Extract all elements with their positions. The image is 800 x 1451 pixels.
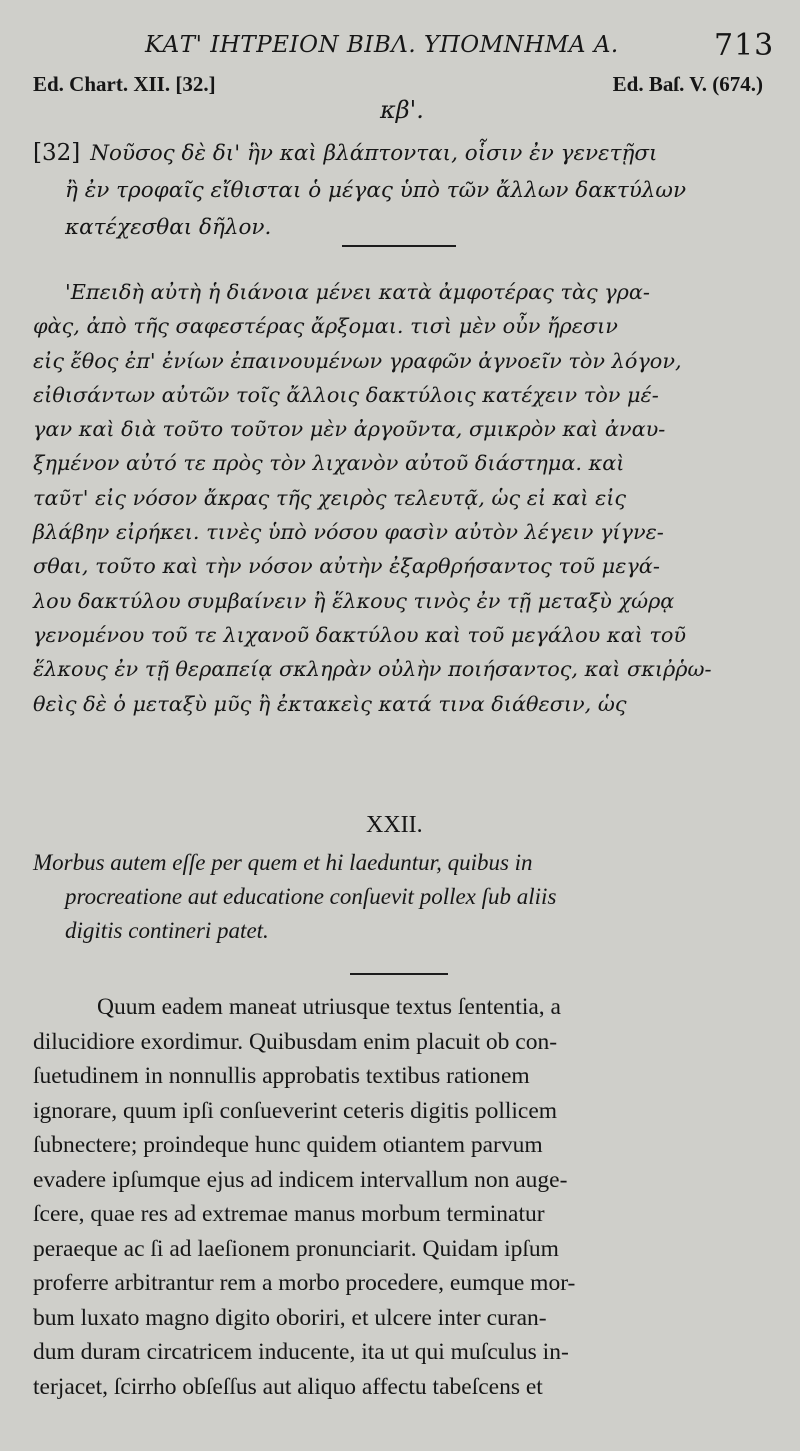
latin-section-number: XXII. [366, 812, 423, 838]
greek-commentary-line: λου δακτύλου συμβαίνειν ἢ ἕλκους τινὸς ἐν τῇ μεταξὺ χώρᾳ [33, 588, 675, 613]
latin-commentary-line: ſcere, quae res ad extremae manus morbum terminatur [33, 1201, 545, 1227]
greek-commentary-line: εἰς ἔθος ἐπ' ἐνίων ἐπαινουμένων γραφῶν ἀγνοεῖν τὸν λόγον, [33, 348, 682, 373]
latin-commentary-line: dilucidiore exordimur. Quibusdam enim placuit ob con- [33, 1028, 558, 1055]
latin-commentary-line: ignorare, quum ipſi conſueverint ceteris digitis pollicem [33, 1097, 558, 1124]
running-head-title: ΚΑΤ' ΙΗΤΡΕΙΟΝ ΒΙΒΛ. ΥΠΟΜΝΗΜΑ Α. [145, 32, 619, 58]
latin-commentary-line: terjacet, ſcirrho obſeſſus aut aliquo affectu tabeſcens et [33, 1373, 543, 1400]
edition-reference-left: Ed. Chart. XII. [32.] [33, 72, 216, 96]
latin-lemma-line: procreatione aut educatione conſuevit pollex ſub aliis [65, 884, 557, 909]
greek-commentary-line: γαν καὶ διὰ τοῦτο τοῦτον μὲν ἀργοῦντα, σμικρὸν καὶ ἀναυ- [33, 417, 666, 442]
latin-lemma-line: Morbus autem eſſe per quem et hi laeduntur, quibus in [33, 850, 533, 875]
greek-lemma-line: ἢ ἐν τροφαῖς εἴθισται ὁ μέγας ὑπὸ τῶν ἄλλων δακτύλων [65, 178, 687, 203]
greek-commentary-line: γενομένου τοῦ τε λιχανοῦ δακτύλου καὶ τοῦ μεγάλου καὶ τοῦ [33, 622, 687, 647]
greek-section-number: κβ'. [380, 96, 424, 124]
latin-commentary-line: peraeque ac ſi ad laeſionem pronunciarit. Quidam ipſum [33, 1235, 559, 1262]
edition-reference-right: Ed. Baſ. V. (674.) [612, 72, 763, 96]
divider-rule [350, 973, 448, 975]
latin-commentary-line: proferre arbitrantur rem a morbo procedere, eumque mor- [33, 1270, 576, 1296]
latin-commentary-line: ſuetudinem in nonnullis approbatis textibus rationem [33, 1063, 530, 1089]
page-number: 713 [714, 28, 775, 63]
latin-commentary-line: ſubnectere; proindeque hunc quidem otiantem parvum [33, 1132, 543, 1158]
greek-commentary-line: βλάβην εἰρήκει. τινὲς ὑπὸ νόσου φασὶν αὐτὸν λέγειν γίγνε- [33, 520, 664, 545]
latin-commentary-line: bum luxato magno digito oboriri, et ulcere inter curan- [33, 1304, 547, 1331]
section-marker: [32] [33, 140, 81, 166]
greek-commentary-line: ταῦτ' εἰς νόσον ἄκρας τῆς χειρὸς τελευτᾷ, ὡς εἰ καὶ εἰς [33, 485, 627, 510]
greek-commentary-line: ἕλκους ἐν τῇ θεραπείᾳ σκληρὰν οὐλὴν ποιήσαντος, καὶ σκιῤῥω- [33, 657, 712, 682]
greek-lemma-line: κατέχεσθαι δῆλον. [65, 215, 272, 240]
latin-commentary-line: Quum eadem maneat utriusque textus ſententia, a [97, 994, 561, 1020]
latin-commentary-line: evadere ipſumque ejus ad indicem intervallum non auge- [33, 1166, 568, 1193]
greek-commentary-line: θεὶς δὲ ὁ μεταξὺ μῦς ἢ ἐκτακεὶς κατά τινα διάθεσιν, ὡς [33, 691, 627, 716]
greek-commentary-line: 'Επειδὴ αὐτὴ ἡ διάνοια μένει κατὰ ἀμφοτέρας τὰς γρα- [65, 280, 650, 304]
divider-rule [342, 245, 456, 247]
greek-commentary-line: εἰθισάντων αὐτῶν τοῖς ἄλλοις δακτύλοις κατέχειν τὸν μέ- [33, 382, 659, 407]
greek-commentary-line: σθαι, τοῦτο καὶ τὴν νόσον αὐτὴν ἐξαρθρήσαντος τοῦ μεγά- [33, 554, 660, 579]
greek-commentary-line: ξημένον αὐτό τε πρὸς τὸν λιχανὸν αὐτοῦ διάστημα. καὶ [33, 451, 625, 476]
latin-commentary-line: dum duram circatricem inducente, ita ut qui muſculus in- [33, 1339, 569, 1365]
greek-lemma [33, 135, 686, 246]
latin-commentary [33, 990, 575, 1404]
greek-commentary [33, 275, 712, 721]
greek-lemma-line: [32] Νοῦσος δὲ δι' ἣν καὶ βλάπτονται, οἷσιν ἐν γενετῇσι [33, 140, 658, 166]
latin-lemma-line: digitis contineri patet. [65, 918, 269, 943]
running-head [0, 30, 800, 70]
latin-lemma [33, 846, 556, 948]
greek-commentary-line: φὰς, ἀπὸ τῆς σαφεστέρας ἄρξομαι. τισὶ μὲν οὖν ἤρεσιν [33, 314, 618, 339]
